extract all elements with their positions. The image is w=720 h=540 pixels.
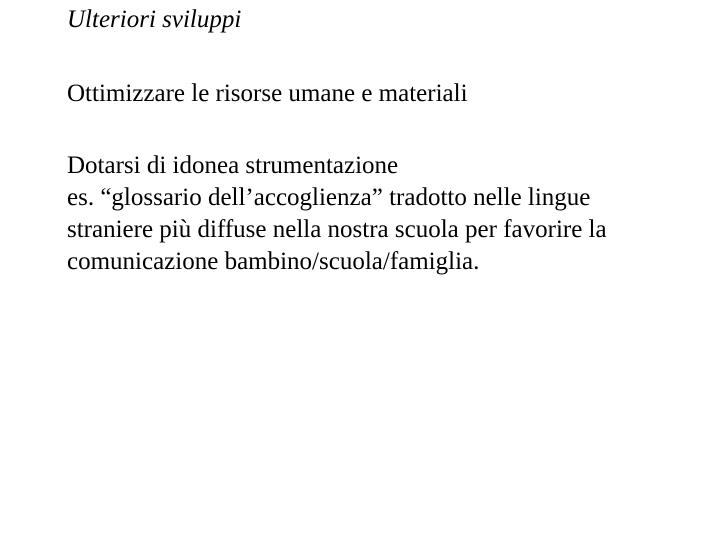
paragraph-line: Dotarsi di idonea strumentazione [67,152,399,179]
paragraph-resources [67,78,468,110]
paragraph-line: comunicazione bambino/scuola/famiglia. [67,248,480,275]
paragraph-line: Ottimizzare le risorse umane e materiali [67,80,468,107]
paragraph-line: straniere più diffuse nella nostra scuola per favorire la [67,216,607,243]
paragraph-tools [67,150,607,278]
paragraph-line: es. “glossario dell’accoglienza” tradotto nelle lingue [67,184,591,211]
slide-title: Ulteriori sviluppi [67,6,242,33]
